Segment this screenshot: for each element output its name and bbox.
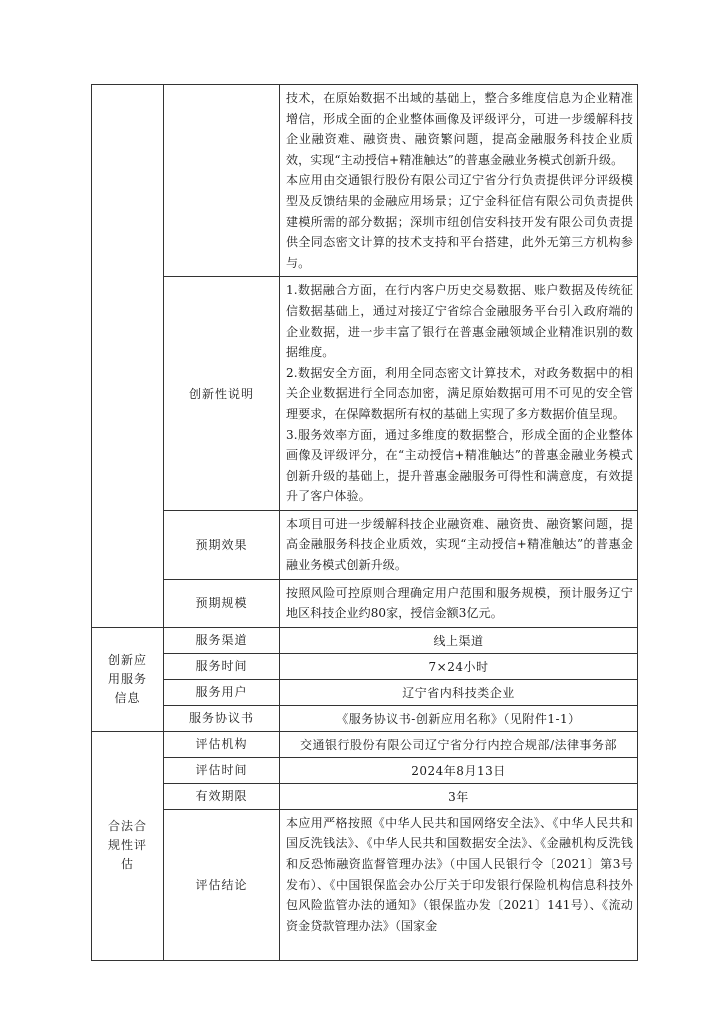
compliance-row-label: 有效期限 [164,783,280,809]
service-row-value: 7×24小时 [280,653,638,679]
innovation-item-1: 1.数据融合方面，在行内客户历史交易数据、账户数据及传统征信数据基础上，通过对接辽宁省综合金融服务平台引入政府端的企业数据，进一步丰富了银行在普惠金融领域企业精准识别的数据维度。 [286,283,633,360]
innovation-item-2: 2.数据安全方面，利用全同态密文计算技术，对政务数据中的相关企业数据进行全同态加密，满足原始数据可用不可见的安全管理要求，在保障数据所有权的基础上实现了多方数据价值呈现。 [286,365,633,421]
service-row-value: 《服务协议书-创新应用名称》（见附件1-1） [280,705,638,731]
compliance-row-value: 2024年8月13日 [280,757,638,783]
expected-scale-cell [280,579,638,627]
expected-scale-label: 预期规模 [164,579,280,627]
description-cell [280,85,638,277]
empty-label-cell [164,85,280,277]
expected-scale-text: 按照风险可控原则合理确定用户范围和服务规模，预计服务辽宁地区科技企业约80家，授信金额3亿元。 [286,585,633,621]
application-info-table [91,84,638,961]
service-row-label: 服务时间 [164,653,280,679]
innovation-item-3: 3.服务效率方面，通过多维度的数据整合，形成全面的企业整体画像及评级评分，在“主动授信+精准触达”的普惠金融业务模式创新升级的基础上，提升普惠金融服务可得性和满意度，有效提升了客户体验。 [286,427,633,504]
service-info-group-text: 创新应用服务信息 [107,652,147,705]
conclusion-label: 评估结论 [164,809,280,960]
service-row-value: 辽宁省内科技类企业 [280,679,638,705]
innovation-label: 创新性说明 [164,277,280,511]
compliance-row-value: 3年 [280,783,638,809]
compliance-group-label [92,731,164,960]
compliance-row-label: 评估机构 [164,731,280,757]
service-row-value: 线上渠道 [280,627,638,653]
innovation-cell [280,277,638,511]
conclusion-cell [280,809,638,960]
conclusion-text: 本应用严格按照《中华人民共和国网络安全法》、《中华人民共和国反洗钱法》、《中华人民共和国数据安全法》、《金融机构反洗钱和反恐怖融资监督管理办法》（中国人民银行令〔2021〕第3号发布）、《中国银保监会办公厅关于印发银行保险机构信息科技外包风险监管办法的通知》（银保监办发〔2021〕141号）、《流动资金贷款管理办法》（国家金 [286,815,633,933]
expected-effect-cell [280,510,638,579]
service-info-group-label [92,627,164,731]
service-row-label: 服务用户 [164,679,280,705]
service-row-label: 服务协议书 [164,705,280,731]
compliance-group-text: 合法合规性评估 [107,819,147,872]
description-paragraph: 技术，在原始数据不出域的基础上，整合多维度信息为企业精准增信，形成全面的企业整体画像及评级评分，可进一步缓解科技企业融资难、融资贵、融资繁问题，提高金融服务科技企业质效，实现“主动授信+精准触达”的普惠金融业务模式创新升级。 [286,91,633,167]
service-row-label: 服务渠道 [164,627,280,653]
expected-effect-label: 预期效果 [164,510,280,579]
compliance-row-label: 评估时间 [164,757,280,783]
compliance-row-value: 交通银行股份有限公司辽宁省分行内控合规部/法律事务部 [280,731,638,757]
expected-effect-text: 本项目可进一步缓解科技企业融资难、融资贵、融资繁问题，提高金融服务科技企业质效，实现“主动授信+精准触达”的普惠金融业务模式创新升级。 [286,516,633,573]
group-cell-continued [92,85,164,628]
participants-paragraph: 本应用由交通银行股份有限公司辽宁省分行负责提供评分评级模型及反馈结果的金融应用场景；辽宁金科征信有限公司负责提供建模所需的部分数据；深圳市纽创信安科技开发有限公司负责提供全同态密文计算的技术支持和平台搭建，此外无第三方机构参与。 [286,173,633,270]
